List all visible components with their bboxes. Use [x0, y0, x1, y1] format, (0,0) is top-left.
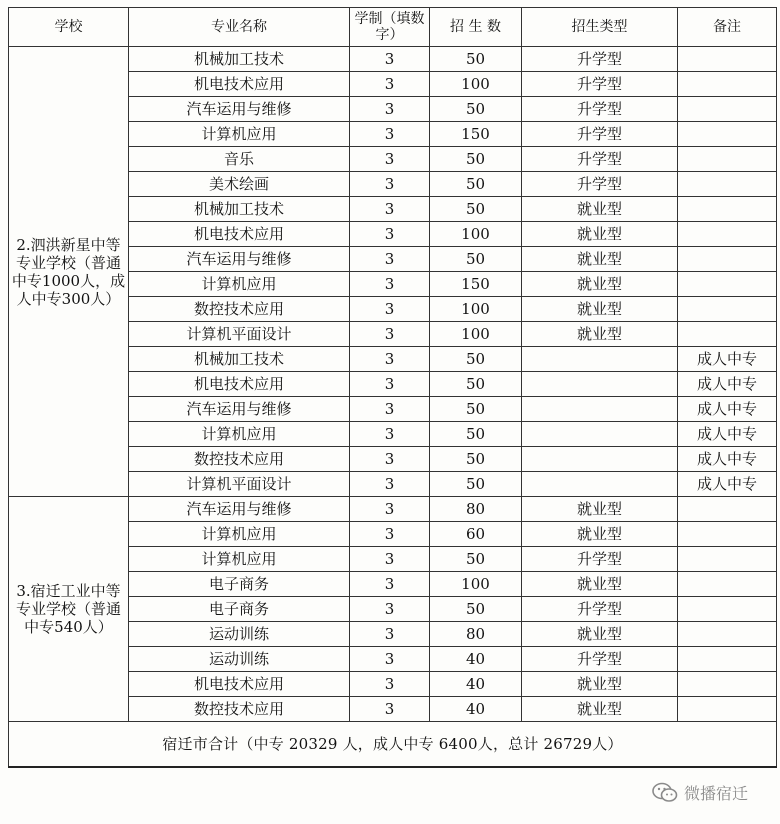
- school-name-cell: 3.宿迁工业中等专业学校（普通中专540人）: [9, 497, 129, 722]
- major-cell: 计算机平面设计: [129, 472, 350, 497]
- type-cell: 就业型: [522, 522, 678, 547]
- type-cell: 升学型: [522, 122, 678, 147]
- years-cell: 3: [350, 97, 430, 122]
- enrollment-cell: 50: [430, 597, 522, 622]
- note-cell: [678, 222, 777, 247]
- type-cell: 就业型: [522, 672, 678, 697]
- type-cell: 升学型: [522, 47, 678, 72]
- years-cell: 3: [350, 197, 430, 222]
- note-cell: 成人中专: [678, 347, 777, 372]
- note-cell: [678, 672, 777, 697]
- years-cell: 3: [350, 647, 430, 672]
- total-summary: 宿迁市合计（中专 20329 人，成人中专 6400人，总计 26729人）: [9, 722, 777, 768]
- major-cell: 汽车运用与维修: [129, 397, 350, 422]
- enrollment-cell: 50: [430, 172, 522, 197]
- years-cell: 3: [350, 447, 430, 472]
- major-cell: 汽车运用与维修: [129, 97, 350, 122]
- note-cell: [678, 147, 777, 172]
- note-cell: [678, 47, 777, 72]
- major-cell: 计算机应用: [129, 422, 350, 447]
- enrollment-table: [8, 7, 777, 768]
- years-cell: 3: [350, 397, 430, 422]
- note-cell: 成人中专: [678, 397, 777, 422]
- enrollment-cell: 40: [430, 672, 522, 697]
- major-cell: 数控技术应用: [129, 297, 350, 322]
- type-cell: [522, 372, 678, 397]
- type-cell: 就业型: [522, 497, 678, 522]
- major-cell: 美术绘画: [129, 172, 350, 197]
- type-cell: 就业型: [522, 272, 678, 297]
- type-cell: [522, 347, 678, 372]
- years-cell: 3: [350, 322, 430, 347]
- enrollment-cell: 50: [430, 347, 522, 372]
- total-row: [9, 722, 777, 768]
- enrollment-cell: 150: [430, 272, 522, 297]
- years-cell: 3: [350, 372, 430, 397]
- note-cell: [678, 697, 777, 722]
- enrollment-cell: 50: [430, 97, 522, 122]
- years-cell: 3: [350, 347, 430, 372]
- years-cell: 3: [350, 222, 430, 247]
- table-row: [9, 497, 777, 522]
- note-cell: [678, 522, 777, 547]
- note-cell: [678, 172, 777, 197]
- years-cell: 3: [350, 247, 430, 272]
- years-cell: 3: [350, 472, 430, 497]
- major-cell: 计算机应用: [129, 522, 350, 547]
- note-cell: [678, 122, 777, 147]
- major-cell: 机械加工技术: [129, 347, 350, 372]
- years-cell: 3: [350, 697, 430, 722]
- enrollment-cell: 80: [430, 622, 522, 647]
- note-cell: [678, 72, 777, 97]
- header-row: [9, 8, 777, 47]
- enrollment-cell: 50: [430, 547, 522, 572]
- enrollment-cell: 50: [430, 197, 522, 222]
- header-major: 专业名称: [129, 8, 350, 47]
- type-cell: 升学型: [522, 647, 678, 672]
- years-cell: 3: [350, 672, 430, 697]
- note-cell: [678, 97, 777, 122]
- header-years: 学制（填数字）: [350, 8, 430, 47]
- enrollment-cell: 100: [430, 222, 522, 247]
- major-cell: 计算机应用: [129, 122, 350, 147]
- major-cell: 音乐: [129, 147, 350, 172]
- years-cell: 3: [350, 497, 430, 522]
- note-cell: [678, 297, 777, 322]
- table-body: [9, 47, 777, 722]
- wechat-icon: [652, 782, 678, 804]
- note-cell: [678, 572, 777, 597]
- type-cell: [522, 397, 678, 422]
- major-cell: 汽车运用与维修: [129, 497, 350, 522]
- enrollment-cell: 50: [430, 397, 522, 422]
- note-cell: 成人中专: [678, 372, 777, 397]
- enrollment-cell: 80: [430, 497, 522, 522]
- note-cell: [678, 622, 777, 647]
- enrollment-cell: 60: [430, 522, 522, 547]
- major-cell: 机电技术应用: [129, 672, 350, 697]
- enrollment-cell: 50: [430, 47, 522, 72]
- major-cell: 计算机平面设计: [129, 322, 350, 347]
- major-cell: 汽车运用与维修: [129, 247, 350, 272]
- enrollment-cell: 50: [430, 447, 522, 472]
- major-cell: 数控技术应用: [129, 697, 350, 722]
- major-cell: 机械加工技术: [129, 47, 350, 72]
- enrollment-cell: 100: [430, 572, 522, 597]
- watermark: [652, 781, 748, 804]
- type-cell: 升学型: [522, 97, 678, 122]
- years-cell: 3: [350, 297, 430, 322]
- note-cell: [678, 322, 777, 347]
- note-cell: [678, 272, 777, 297]
- type-cell: 就业型: [522, 222, 678, 247]
- years-cell: 3: [350, 547, 430, 572]
- note-cell: 成人中专: [678, 422, 777, 447]
- enrollment-cell: 50: [430, 247, 522, 272]
- note-cell: 成人中专: [678, 447, 777, 472]
- major-cell: 电子商务: [129, 572, 350, 597]
- type-cell: 升学型: [522, 597, 678, 622]
- years-cell: 3: [350, 47, 430, 72]
- major-cell: 数控技术应用: [129, 447, 350, 472]
- enrollment-cell: 50: [430, 372, 522, 397]
- note-cell: [678, 197, 777, 222]
- type-cell: 就业型: [522, 622, 678, 647]
- enrollment-cell: 50: [430, 147, 522, 172]
- type-cell: 就业型: [522, 697, 678, 722]
- years-cell: 3: [350, 72, 430, 97]
- type-cell: 就业型: [522, 197, 678, 222]
- type-cell: 就业型: [522, 297, 678, 322]
- table-row: [9, 47, 777, 72]
- header-school: 学校: [9, 8, 129, 47]
- note-cell: [678, 247, 777, 272]
- watermark-text: 微播宿迁: [684, 784, 749, 803]
- enrollment-cell: 40: [430, 697, 522, 722]
- type-cell: 升学型: [522, 72, 678, 97]
- years-cell: 3: [350, 422, 430, 447]
- major-cell: 运动训练: [129, 622, 350, 647]
- header-notes: 备注: [678, 8, 777, 47]
- years-cell: 3: [350, 522, 430, 547]
- major-cell: 机电技术应用: [129, 72, 350, 97]
- major-cell: 计算机应用: [129, 547, 350, 572]
- years-cell: 3: [350, 172, 430, 197]
- enrollment-cell: 50: [430, 422, 522, 447]
- note-cell: [678, 497, 777, 522]
- years-cell: 3: [350, 122, 430, 147]
- major-cell: 计算机应用: [129, 272, 350, 297]
- note-cell: [678, 647, 777, 672]
- type-cell: [522, 422, 678, 447]
- type-cell: 升学型: [522, 172, 678, 197]
- note-cell: [678, 597, 777, 622]
- enrollment-cell: 100: [430, 72, 522, 97]
- note-cell: 成人中专: [678, 472, 777, 497]
- major-cell: 电子商务: [129, 597, 350, 622]
- major-cell: 运动训练: [129, 647, 350, 672]
- type-cell: 就业型: [522, 322, 678, 347]
- years-cell: 3: [350, 597, 430, 622]
- type-cell: [522, 472, 678, 497]
- years-cell: 3: [350, 622, 430, 647]
- type-cell: 升学型: [522, 147, 678, 172]
- enrollment-cell: 100: [430, 322, 522, 347]
- major-cell: 机械加工技术: [129, 197, 350, 222]
- enrollment-cell: 50: [430, 472, 522, 497]
- enrollment-cell: 150: [430, 122, 522, 147]
- header-type: 招生类型: [522, 8, 678, 47]
- type-cell: 就业型: [522, 247, 678, 272]
- type-cell: [522, 447, 678, 472]
- type-cell: 就业型: [522, 572, 678, 597]
- years-cell: 3: [350, 272, 430, 297]
- school-name-cell: 2.泗洪新星中等专业学校（普通中专1000人，成人中专300人）: [9, 47, 129, 497]
- years-cell: 3: [350, 572, 430, 597]
- note-cell: [678, 547, 777, 572]
- major-cell: 机电技术应用: [129, 222, 350, 247]
- enrollment-cell: 100: [430, 297, 522, 322]
- major-cell: 机电技术应用: [129, 372, 350, 397]
- type-cell: 升学型: [522, 547, 678, 572]
- header-enrollment: 招 生 数: [430, 8, 522, 47]
- years-cell: 3: [350, 147, 430, 172]
- enrollment-cell: 40: [430, 647, 522, 672]
